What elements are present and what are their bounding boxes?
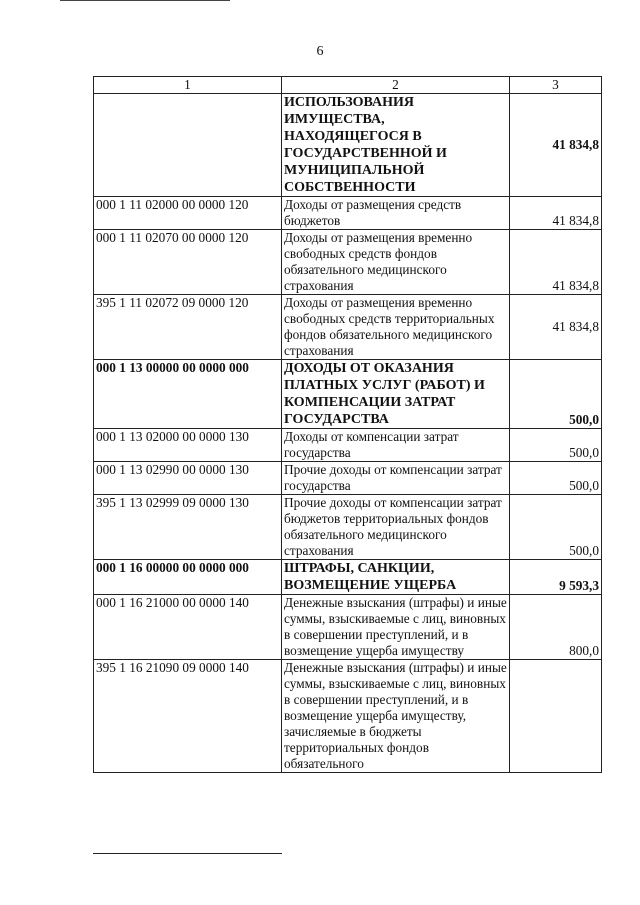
row-code	[94, 94, 282, 197]
table-row	[94, 429, 602, 462]
table-row	[94, 660, 602, 773]
row-amount: 500,0	[510, 495, 602, 560]
row-amount: 41 834,8	[510, 295, 602, 360]
row-code: 000 1 11 02000 00 0000 120	[94, 197, 282, 230]
row-amount: 500,0	[510, 360, 602, 429]
row-code: 000 1 11 02070 00 0000 120	[94, 230, 282, 295]
column-header-description: 2	[282, 77, 510, 94]
row-code: 000 1 13 00000 00 0000 000	[94, 360, 282, 429]
row-description: Денежные взыскания (штрафы) и иные суммы, взыскиваемые с лиц, виновных в совершении преступлений, и в возмещение ущерба имуществу, зачисляемые в бюджеты территориальных фондов обязательного	[282, 660, 510, 773]
row-description: Прочие доходы от компенсации затрат бюджетов территориальных фондов обязательного медицинского страхования	[282, 495, 510, 560]
row-amount: 500,0	[510, 429, 602, 462]
column-header-amount: 3	[510, 77, 602, 94]
row-code: 000 1 13 02990 00 0000 130	[94, 462, 282, 495]
row-code: 395 1 11 02072 09 0000 120	[94, 295, 282, 360]
table-row	[94, 595, 602, 660]
row-description: Прочие доходы от компенсации затрат государства	[282, 462, 510, 495]
row-amount: 9 593,3	[510, 560, 602, 595]
row-amount: 41 834,8	[510, 94, 602, 197]
row-amount: 41 834,8	[510, 230, 602, 295]
table-bottom-rule	[93, 853, 282, 854]
table-row	[94, 360, 602, 429]
row-description: ДОХОДЫ ОТ ОКАЗАНИЯ ПЛАТНЫХ УСЛУГ (РАБОТ) И КОМПЕНСАЦИИ ЗАТРАТ ГОСУДАРСТВА	[282, 360, 510, 429]
row-code: 000 1 16 00000 00 0000 000	[94, 560, 282, 595]
row-description: Доходы от компенсации затрат государства	[282, 429, 510, 462]
row-code: 000 1 16 21000 00 0000 140	[94, 595, 282, 660]
row-amount: 800,0	[510, 595, 602, 660]
row-description: Доходы от размещения средств бюджетов	[282, 197, 510, 230]
row-description: ИСПОЛЬЗОВАНИЯ ИМУЩЕСТВА, НАХОДЯЩЕГОСЯ В ГОСУДАРСТВЕННОЙ И МУНИЦИПАЛЬНОЙ СОБСТВЕННОСТИ	[282, 94, 510, 197]
row-amount: 41 834,8	[510, 197, 602, 230]
row-amount: 500,0	[510, 462, 602, 495]
row-code: 395 1 16 21090 09 0000 140	[94, 660, 282, 773]
row-description: Доходы от размещения временно свободных средств фондов обязательного медицинского страхования	[282, 230, 510, 295]
table-row	[94, 94, 602, 197]
table-row	[94, 197, 602, 230]
row-amount	[510, 660, 602, 773]
row-description: Денежные взыскания (штрафы) и иные суммы, взыскиваемые с лиц, виновных в совершении преступлений, и в возмещение ущерба имуществу	[282, 595, 510, 660]
row-description: Доходы от размещения временно свободных средств территориальных фондов обязательного медицинского страхования	[282, 295, 510, 360]
row-code: 395 1 13 02999 09 0000 130	[94, 495, 282, 560]
row-description: ШТРАФЫ, САНКЦИИ, ВОЗМЕЩЕНИЕ УЩЕРБА	[282, 560, 510, 595]
top-edge-rule	[60, 0, 230, 1]
table-row	[94, 295, 602, 360]
table-header-row	[94, 77, 602, 94]
row-code: 000 1 13 02000 00 0000 130	[94, 429, 282, 462]
column-header-code: 1	[94, 77, 282, 94]
table-row	[94, 560, 602, 595]
table-row	[94, 495, 602, 560]
table-row	[94, 230, 602, 295]
page-number: 6	[316, 44, 324, 59]
budget-revenue-table	[93, 76, 602, 773]
table-row	[94, 462, 602, 495]
